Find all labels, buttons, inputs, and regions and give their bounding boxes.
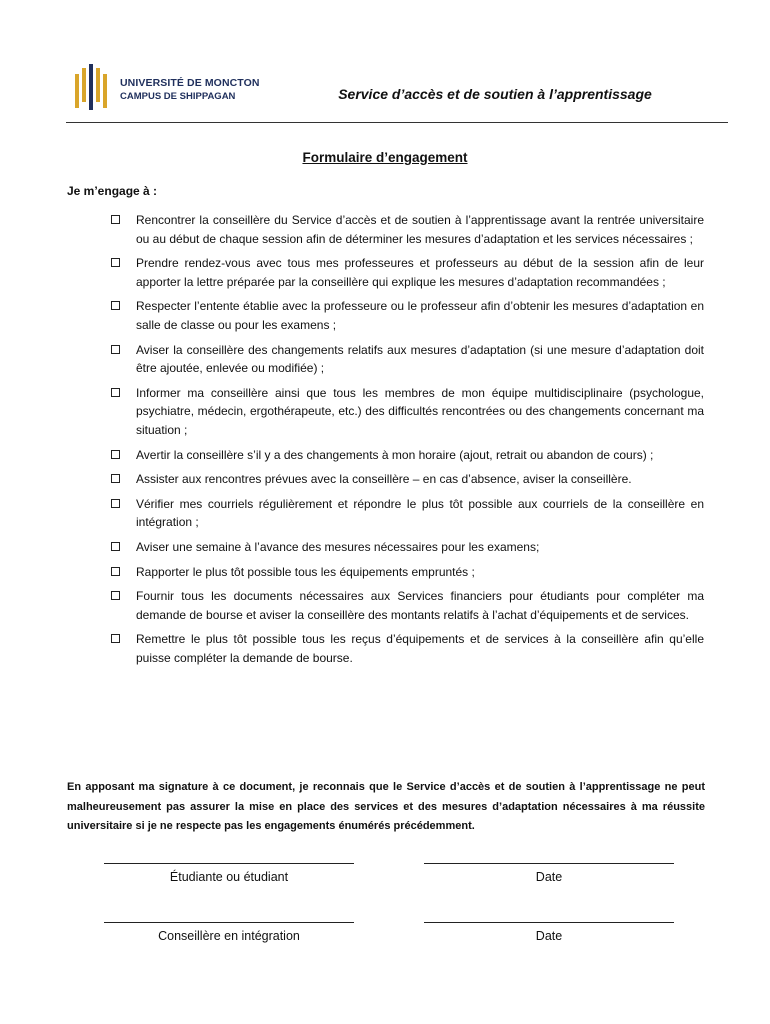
engagement-item [110, 446, 704, 465]
student-date-field[interactable] [424, 863, 674, 884]
engagement-item [110, 538, 704, 557]
checkbox-icon[interactable] [111, 542, 120, 551]
engagement-item [110, 297, 704, 334]
engagement-item-text: Aviser la conseillère des changements relatifs aux mesures d’adaptation (si une mesure d’adaptation doit être ajoutée, enlevée ou modifiée) ; [136, 342, 704, 376]
engagement-item [110, 384, 704, 440]
engagement-item [110, 630, 704, 667]
engagement-item-text: Prendre rendez-vous avec tous mes professeures et professeurs au début de la session afin de leur apporter la lettre préparée par la conseillère qui explique les mesures d’adaptation recommandées ; [136, 256, 704, 289]
checkbox-icon[interactable] [111, 345, 120, 354]
engagement-intro: Je m’engage à : [67, 184, 158, 198]
checkbox-icon[interactable] [111, 258, 120, 267]
counselor-date-field[interactable] [424, 922, 674, 943]
checkbox-icon[interactable] [111, 215, 120, 224]
student-signature-field[interactable] [104, 863, 354, 884]
checkbox-icon[interactable] [111, 388, 120, 397]
checkbox-icon[interactable] [111, 634, 120, 643]
student-signature-label: Étudiante ou étudiant [169, 870, 289, 884]
engagement-item-text: Rencontrer la conseillère du Service d’accès et de soutien à l’apprentissage avant la rentrée universitaire ou au début de chaque session afin de déterminer les mesures d’adaptation et les services nécessaires ; [136, 213, 704, 246]
engagement-item [110, 563, 704, 582]
engagement-item-text: Remettre le plus tôt possible tous les reçus d’équipements et de services à la conseillère afin qu’elle puisse compléter la demande de bourse. [136, 632, 704, 665]
engagement-item [110, 495, 704, 532]
counselor-signature-field[interactable] [104, 922, 354, 943]
logo-university-name: UNIVERSITÉ DE MONCTON [120, 77, 260, 89]
engagement-item [110, 587, 704, 624]
engagement-item-text: Avertir la conseillère s’il y a des changements à mon horaire (ajout, retrait ou abandon de cours) ; [136, 447, 654, 462]
engagement-item [110, 211, 704, 248]
signature-line [424, 922, 674, 923]
student-date-label: Date [535, 870, 563, 884]
counselor-signature-label: Conseillère en intégration [158, 929, 300, 943]
checkbox-icon[interactable] [111, 301, 120, 310]
engagement-item-text: Informer ma conseillère ainsi que tous les membres de mon équipe multidisciplinaire (psychologue, psychiatre, médecin, ergothérapeute, etc.) des difficultés rencontrées ou des changements concernant ma situation ; [136, 385, 704, 437]
university-logo [74, 64, 264, 110]
checkbox-icon[interactable] [111, 567, 120, 576]
form-title: Formulaire d’engagement [302, 150, 468, 165]
engagement-item-text: Vérifier mes courriels régulièrement et répondre le plus tôt possible aux courriels de la conseillère en intégration ; [136, 496, 704, 530]
engagement-item-text: Assister aux rencontres prévues avec la conseillère – en cas d’absence, aviser la conseillère. [136, 472, 632, 487]
logo-campus-name: CAMPUS DE SHIPPAGAN [120, 91, 236, 102]
engagement-item [110, 254, 704, 291]
engagement-item [110, 470, 704, 489]
header-divider [66, 122, 728, 123]
checkbox-icon[interactable] [111, 474, 120, 483]
page-header-title: Service d’accès et de soutien à l’apprentissage [338, 86, 652, 102]
engagement-item-text: Aviser une semaine à l’avance des mesures nécessaires pour les examens; [136, 539, 540, 554]
checkbox-icon[interactable] [111, 499, 120, 508]
checkbox-icon[interactable] [111, 450, 120, 459]
signature-statement: En apposant ma signature à ce document, je reconnais que le Service d’accès et de soutien à l’apprentissage ne peut malheureusement pas assurer la mise en place des services et des mesures d’adaptation nécessaires à ma réussite universitaire si je ne respecte pas les engagements énumérés précédemment. [67, 781, 705, 832]
engagement-item [110, 341, 704, 378]
signature-line [104, 922, 354, 923]
logo-bars-icon [74, 64, 114, 110]
counselor-date-label: Date [535, 929, 563, 943]
signature-line [104, 863, 354, 864]
checkbox-icon[interactable] [111, 591, 120, 600]
engagement-item-text: Fournir tous les documents nécessaires aux Services financiers pour étudiants pour compléter ma demande de bourse et aviser la conseillère des montants relatifs à l’achat d’équipements et de services. [136, 589, 704, 622]
engagement-list [110, 211, 704, 673]
engagement-item-text: Rapporter le plus tôt possible tous les équipements empruntés ; [136, 564, 475, 579]
signature-line [424, 863, 674, 864]
engagement-item-text: Respecter l’entente établie avec la professeure ou le professeur afin d’obtenir les mesures d’adaptation en salle de classe ou pour les examens ; [136, 299, 704, 332]
